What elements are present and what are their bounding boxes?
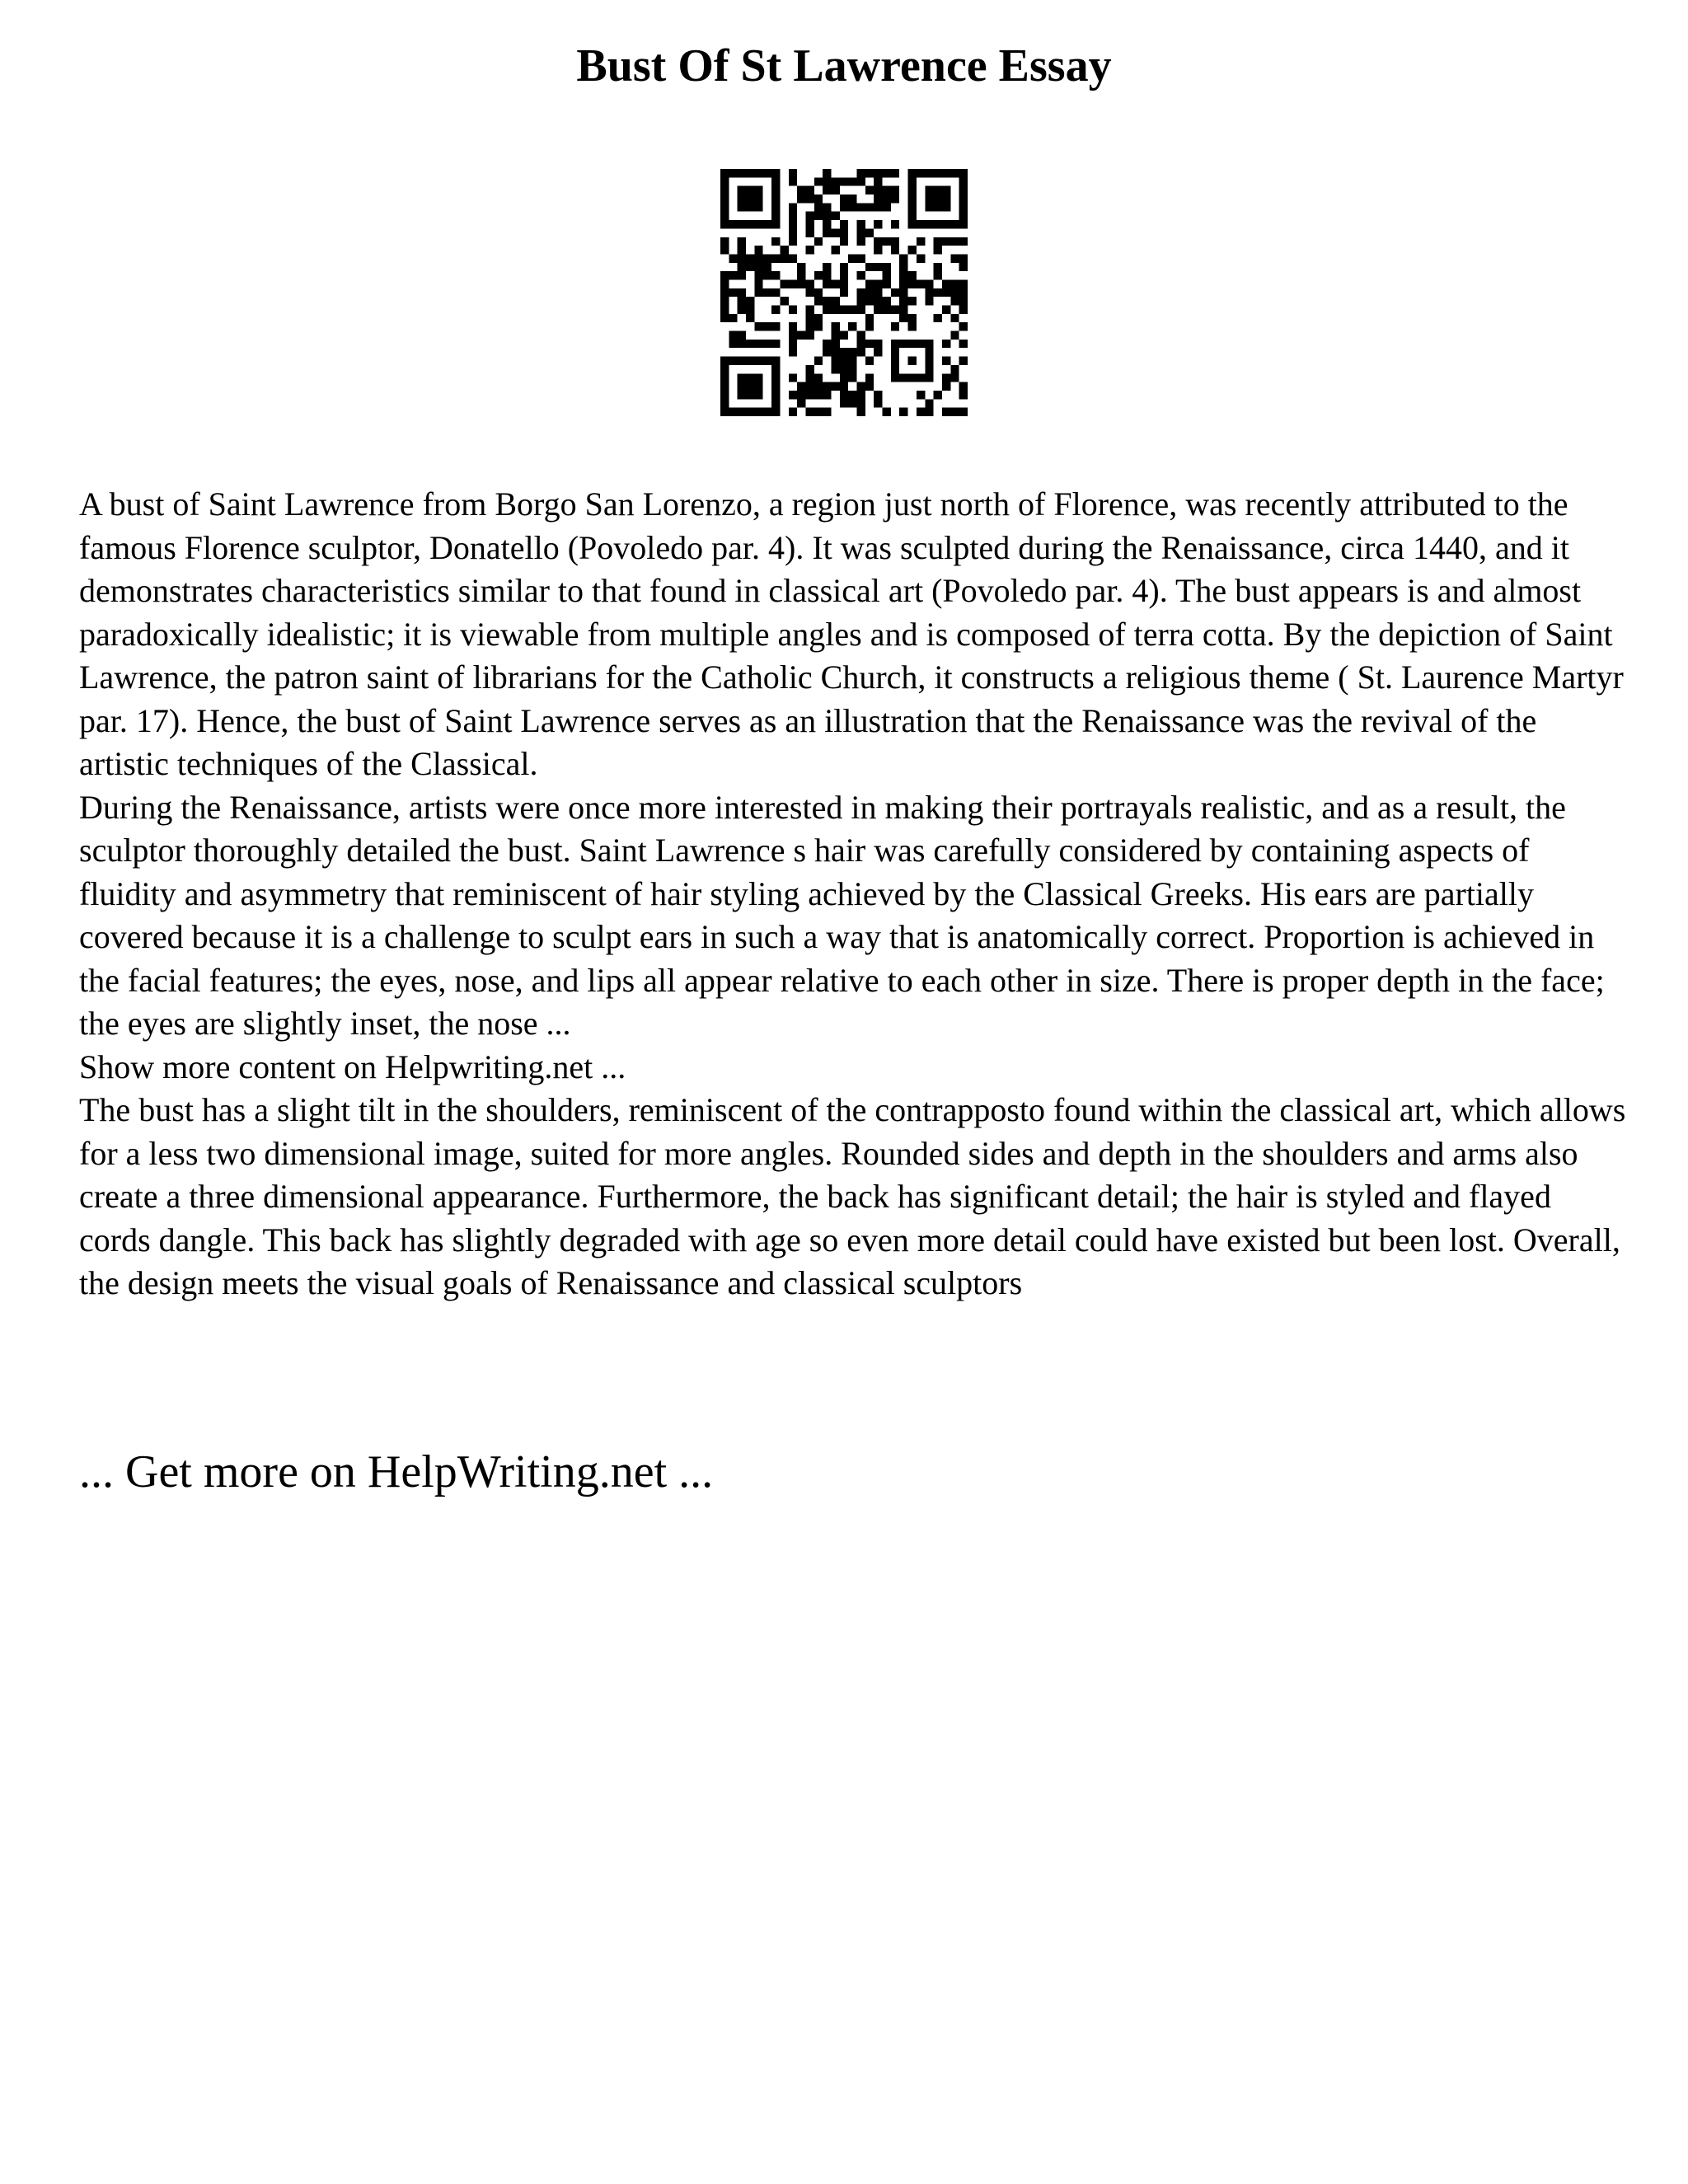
qr-code-icon[interactable] bbox=[720, 169, 968, 416]
document-title: Bust Of St Lawrence Essay bbox=[576, 40, 1112, 91]
essay-body bbox=[79, 483, 1629, 1305]
essay-paragraph-3: The bust has a slight tilt in the shoulders, reminiscent of the contrapposto found within the classical art, which allows for a less two dimensional image, suited for more angles. Rounded sides and depth in the shoulders and arms also create a three dimensional appearance. Furthermore, the back has significant detail; the hair is styled and flayed cords dangle. This back has slightly degraded with age so even more detail could have existed but been lost. Overall, the design meets the visual goals of Renaissance and classical sculptors bbox=[79, 1091, 1626, 1301]
show-more-link[interactable]: Show more content on Helpwriting.net ... bbox=[79, 1047, 626, 1085]
get-more-link[interactable]: ... Get more on HelpWriting.net ... bbox=[79, 1446, 714, 1497]
essay-paragraph-1: A bust of Saint Lawrence from Borgo San Lorenzo, a region just north of Florence, was recently attributed to the famous Florence sculptor, Donatello (Povoledo par. 4). It was sculpted during the Renaissance, circa 1440, and it demonstrates characteristics similar to that found in classical art (Povoledo par. 4). The bust appears is and almost paradoxically idealistic; it is viewable from multiple angles and is composed of terra cotta. By the depiction of Saint Lawrence, the patron saint of librarians for the Catholic Church, it constructs a religious theme ( St. Laurence Martyr par. 17). Hence, the bust of Saint Lawrence serves as an illustration that the Renaissance was the revival of the artistic techniques of the Classical. bbox=[79, 485, 1624, 782]
essay-paragraph-2: During the Renaissance, artists were once more interested in making their portrayals realistic, and as a result, the sculptor thoroughly detailed the bust. Saint Lawrence s hair was carefully considered by containing aspects of fluidity and asymmetry that reminiscent of hair styling achieved by the Classical Greeks. His ears are partially covered because it is a challenge to sculpt ears in such a way that is anatomically correct. Proportion is achieved in the facial features; the eyes, nose, and lips all appear relative to each other in size. There is proper depth in the face; the eyes are slightly inset, the nose ... bbox=[79, 788, 1605, 1042]
